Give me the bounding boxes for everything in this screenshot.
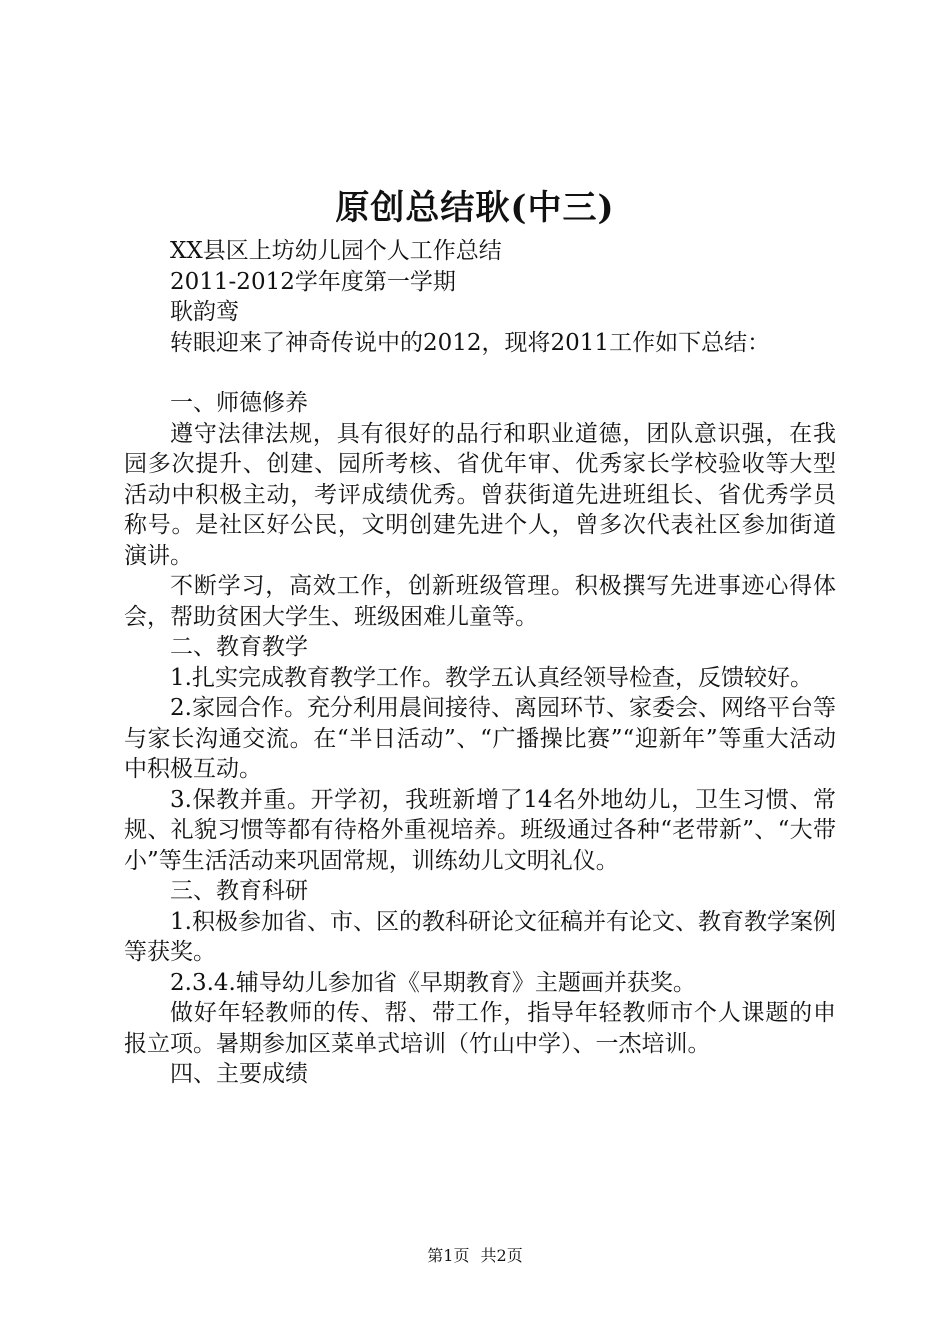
document-body [124, 236, 836, 1090]
paragraph-ethics-2: 不断学习，高效工作，创新班级管理。积极撰写先进事迹心得体会，帮助贫困大学生、班级困难儿童等。 [124, 573, 836, 630]
paragraph-teaching-2: 2.家园合作。充分利用晨间接待、离园环节、家委会、网络平台等与家长沟通交流。在“半日活动”、“广播操比赛”“迎新年”等重大活动中积极互动。 [124, 695, 836, 782]
page-number-current: 第1页 [427, 1246, 470, 1265]
page-number-total: 共2页 [480, 1246, 523, 1265]
paragraph-teaching-3: 3.保教并重。开学初，我班新增了14名外地幼儿，卫生习惯、常规、礼貌习惯等都有待格外重视培养。班级通过各种“老带新”、“大带小”等生活活动来巩固常规，训练幼儿文明礼仪。 [124, 786, 836, 874]
page-footer [0, 1245, 950, 1267]
section-heading-teaching: 二、教育教学 [170, 634, 308, 660]
paragraph-research-1: 1.积极参加省、市、区的教科研论文征稿并有论文、教育教学案例等获奖。 [124, 908, 836, 965]
section-heading-ethics: 一、师德修养 [170, 390, 308, 416]
paragraph-research-2: 2.3.4.辅导幼儿参加省《早期教育》主题画并获奖。 [170, 969, 696, 996]
document-title: 原创总结耿(中三) [335, 188, 615, 228]
section-heading-achievements: 四、主要成绩 [170, 1061, 308, 1087]
paragraph-author: 耿韵鸾 [170, 299, 239, 325]
paragraph-ethics-1: 遵守法律法规，具有很好的品行和职业道德，团队意识强，在我园多次提升、创建、园所考核、省优年审、优秀家长学校验收等大型活动中积极主动，考评成绩优秀。曾获街道先进班组长、省优秀学员称号。是社区好公民，文明创建先进个人，曾多次代表社区参加街道演讲。 [124, 420, 836, 569]
section-heading-research: 三、教育科研 [170, 878, 308, 904]
paragraph-term: 2011-2012学年度第一学期 [170, 268, 456, 295]
paragraph-school-heading: XX县区上坊幼儿园个人工作总结 [170, 238, 502, 264]
paragraph-intro: 转眼迎来了神奇传说中的2012，现将2011工作如下总结： [170, 329, 771, 356]
paragraph-teaching-1: 1.扎实完成教育教学工作。教学五认真经领导检查，反馈较好。 [170, 664, 813, 691]
paragraph-research-3: 做好年轻教师的传、帮、带工作，指导年轻教师市个人课题的申报立项。暑期参加区菜单式培训（竹山中学）、一杰培训。 [124, 1000, 836, 1057]
